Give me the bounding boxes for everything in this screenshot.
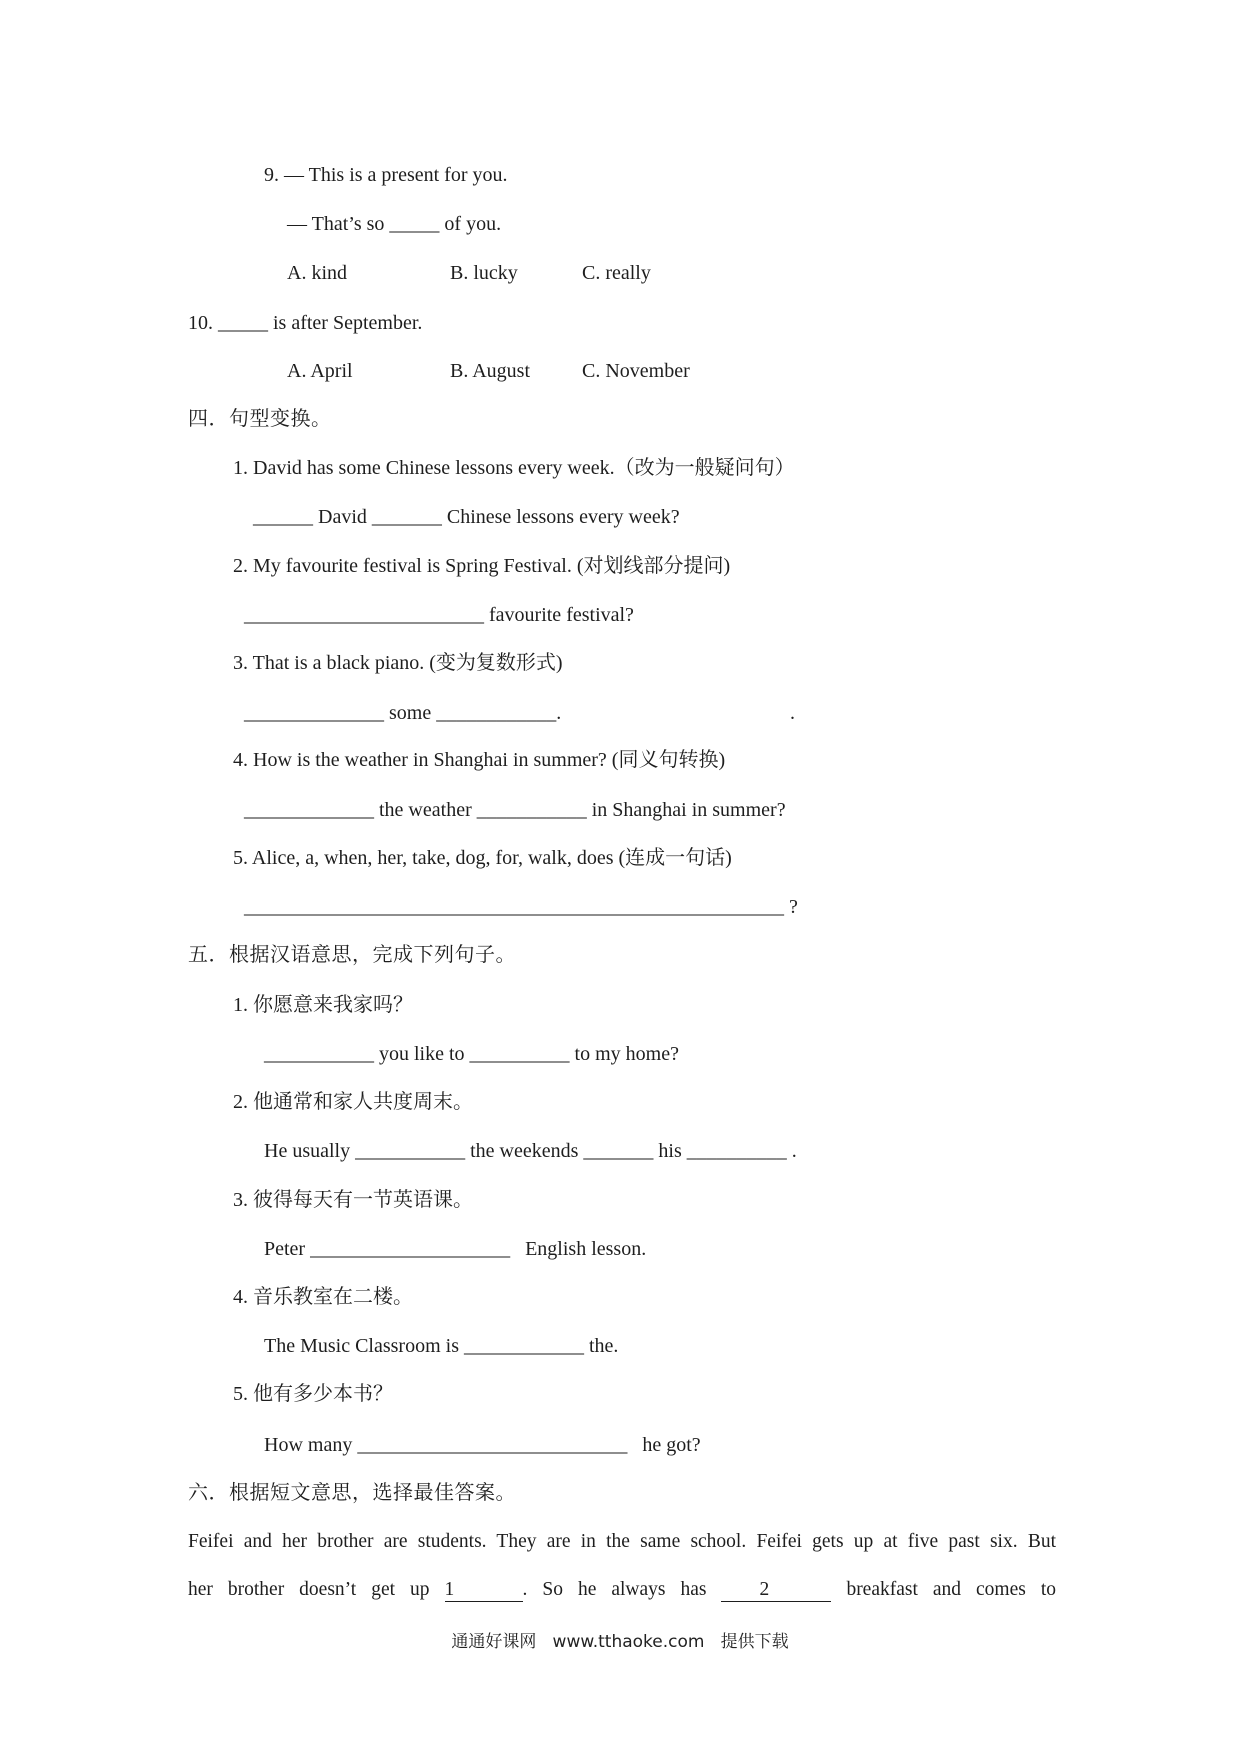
passage-line-2-part-a: her brother doesn’t get up (188, 1579, 430, 1600)
section-4-item-1-answer: ______ David _______ Chinese lessons every week? (253, 506, 680, 528)
section-5-item-1-prompt: 1. 你愿意来我家吗？ (233, 994, 413, 1016)
section-4-item-5-answer: ______________________________________________________ ? (244, 896, 798, 918)
question-9-stem: 9. — This is a present for you. (264, 164, 508, 186)
passage-line-2-part-c: breakfast and comes to (846, 1579, 1056, 1600)
question-10-option-c: C. November (582, 360, 690, 382)
question-10-option-a: A. April (287, 360, 353, 382)
section-4-item-1-prompt: 1. David has some Chinese lessons every week.（改为一般疑问句） (233, 457, 795, 479)
passage-blank-1: 1 (445, 1579, 523, 1602)
section-5-item-5-answer: How many ___________________________ he got? (264, 1434, 701, 1456)
section-4-item-3-answer-end: . (790, 702, 795, 724)
question-9-option-c: C. really (582, 262, 651, 284)
question-10-option-b: B. August (450, 360, 531, 382)
section-5-item-2-answer: He usually ___________ the weekends _______ his __________ . (264, 1140, 797, 1162)
section-4-heading: 四．句型变换。 (188, 408, 332, 430)
section-6-heading: 六．根据短文意思，选择最佳答案。 (188, 1482, 516, 1504)
section-4-item-3-prompt: 3. That is a black piano. (变为复数形式) (233, 652, 563, 674)
question-9-option-a: A. kind (287, 262, 347, 284)
question-9-reply: — That’s so _____ of you. (287, 213, 502, 235)
passage-line-2-part-b: . So he always has (522, 1579, 707, 1600)
section-5-item-4-answer: The Music Classroom is ____________ the. (264, 1335, 619, 1357)
passage-blank-2: 2 (721, 1579, 831, 1602)
page-footer: 通通好课网 www.tthaoke.com 提供下载 (451, 1632, 789, 1652)
passage-line-1: Feifei and her brother are students. They are in the same school. Feifei gets up at five past six. But (188, 1531, 1056, 1552)
section-5-item-5-prompt: 5. 他有多少本书？ (233, 1383, 393, 1405)
section-5-item-3-prompt: 3. 彼得每天有一节英语课。 (233, 1189, 473, 1211)
section-4-item-4-answer: _____________ the weather ___________ in Shanghai in summer? (244, 799, 786, 821)
section-5-heading: 五．根据汉语意思，完成下列句子。 (188, 944, 516, 966)
section-4-item-4-prompt: 4. How is the weather in Shanghai in summer? (同义句转换) (233, 749, 726, 771)
section-4-item-3-answer: ______________ some ____________. (244, 702, 562, 724)
section-5-item-4-prompt: 4. 音乐教室在二楼。 (233, 1286, 413, 1308)
section-4-item-5-prompt: 5. Alice, a, when, her, take, dog, for, walk, does (连成一句话) (233, 847, 732, 869)
section-5-item-3-answer: Peter ____________________ English lesson. (264, 1238, 647, 1260)
section-4-item-2-answer: ________________________ favourite festival? (244, 604, 634, 626)
passage-line-2 (188, 1577, 1056, 1603)
section-5-item-2-prompt: 2. 他通常和家人共度周末。 (233, 1091, 473, 1113)
question-10-stem: 10. _____ is after September. (188, 312, 423, 334)
question-9-option-b: B. lucky (450, 262, 518, 284)
section-5-item-1-answer: ___________ you like to __________ to my home? (264, 1043, 679, 1065)
section-4-item-2-prompt: 2. My favourite festival is Spring Festival. (对划线部分提问) (233, 555, 731, 577)
